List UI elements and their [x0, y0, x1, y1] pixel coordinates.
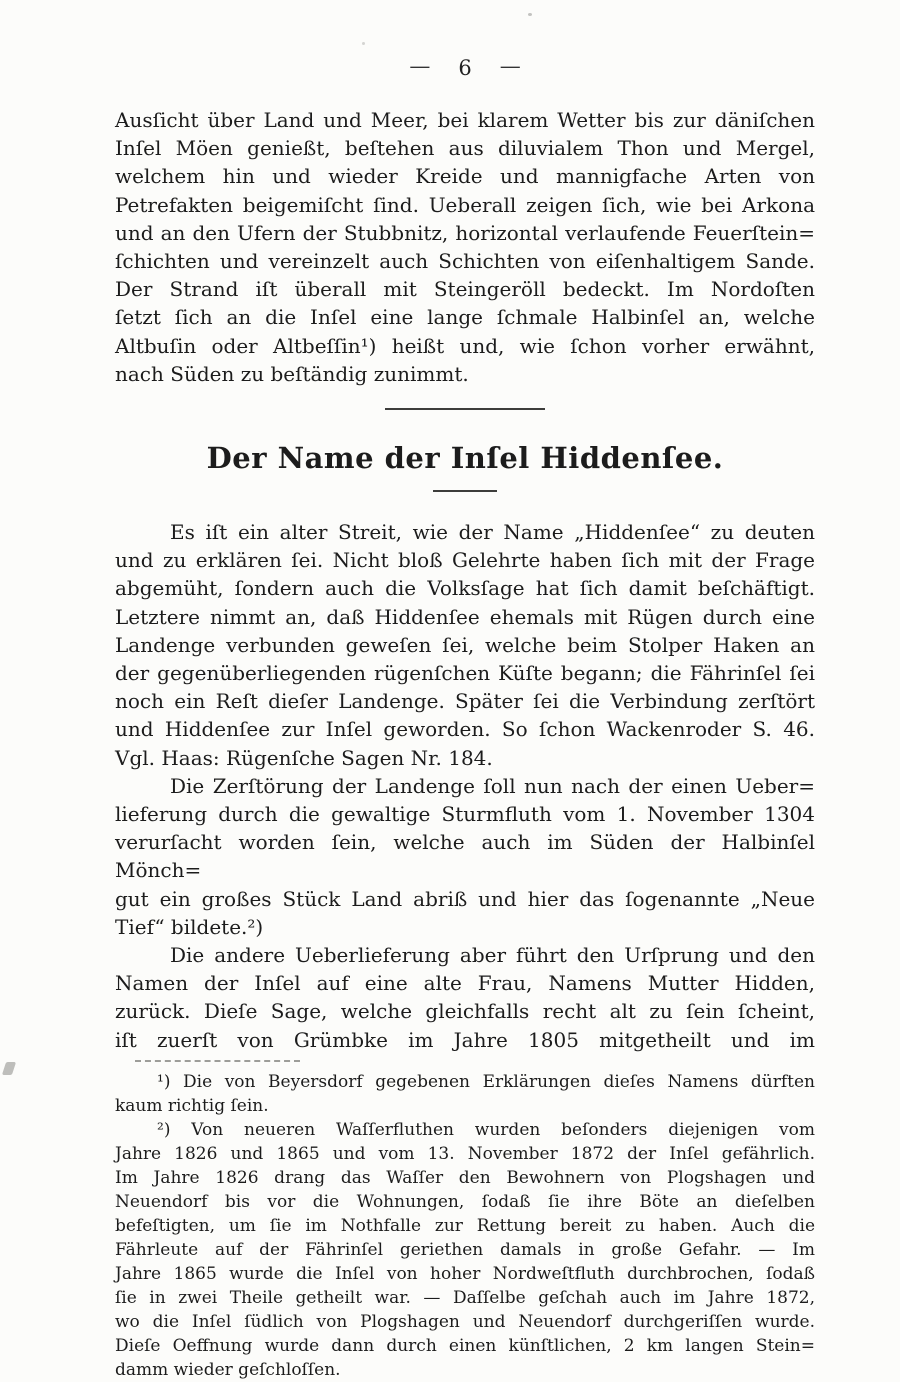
text-line: ſie in zwei Theile getheilt war. — Daſſelbe geſchah auch im Jahre 1872, [115, 1287, 815, 1308]
scan-speck [362, 42, 365, 45]
text-column [115, 54, 815, 1382]
text-line: noch ein Reſt dieſer Landenge. Später ſei die Verbindung zerſtört [115, 689, 815, 714]
footnote-separator [135, 1060, 300, 1062]
scan-speck [528, 13, 532, 16]
paragraph-continuation [115, 106, 815, 388]
text-line: verurſacht worden ſein, welche auch im Süden der Halbinſel Mönch= [115, 830, 815, 883]
text-line: Inſel Möen genießt, beſtehen aus diluvialem Thon und Mergel, [115, 136, 815, 161]
text-line: und zu erklären ſei. Nicht bloß Gelehrte haben ſich mit der Frage [115, 548, 815, 573]
text-line: zurück. Dieſe Sage, welche gleichfalls recht alt zu ſein ſcheint, [115, 999, 815, 1024]
text-line: Die Zerſtörung der Landenge ſoll nun nach der einen Ueber= [170, 773, 815, 798]
text-line: Es iſt ein alter Streit, wie der Name „Hiddenſee“ zu deuten [170, 520, 815, 545]
chapter-heading: Der Name der Inſel Hiddenſee. [206, 441, 724, 476]
text-line: Letztere nimmt an, daß Hiddenſee ehemals mit Rügen durch eine [115, 604, 815, 629]
page-number-header [115, 54, 815, 82]
text-line: ¹) Die von Beyersdorf gegebenen Erklärungen dieſes Namens dürften [157, 1071, 815, 1092]
scan-mark [2, 1062, 16, 1075]
text-line: Ausſicht über Land und Meer, bei klarem Wetter bis zur däniſchen [115, 108, 815, 132]
text-line: Altbuſin oder Altbeſſin¹) heißt und, wie ſchon vorher erwähnt, [115, 333, 815, 358]
paragraph [115, 772, 815, 941]
text-line: lieferung durch die gewaltige Sturmfluth vom 1. November 1304 [115, 802, 815, 827]
text-line: Petrefakten beigemiſcht ſind. Ueberall zeigen ſich, wie bei Arkona [115, 192, 815, 217]
text-line: welchem hin und wieder Kreide und mannigfache Arten von [115, 164, 815, 189]
text-line: wo die Inſel ſüdlich von Plogshagen und Neuendorf durchgeriſſen wurde. [115, 1311, 815, 1332]
text-line: nach Süden zu beſtändig zunimmt. [115, 361, 469, 386]
text-line: ſchichten und vereinzelt auch Schichten von eiſenhaltigem Sande. [115, 249, 815, 274]
header-dash-right: — [499, 54, 521, 78]
text-line: Tief“ bildete.²) [115, 914, 264, 939]
text-line: kaum richtig ſein. [115, 1095, 269, 1116]
section-divider [385, 408, 545, 410]
text-line: Fährleute auf der Fährinſel geriethen damals in große Gefahr. — Im [115, 1239, 815, 1260]
text-line: Dieſe Oeffnung wurde dann durch einen künſtlichen, 2 km langen Stein= [115, 1335, 815, 1356]
text-line: Die andere Ueberlieferung aber führt den Urſprung und den [170, 943, 815, 968]
text-line: Neuendorf bis vor die Wohnungen, ſodaß ſie ihre Böte an dieſelben [115, 1191, 815, 1212]
text-line: Im Jahre 1826 drang das Waſſer den Bewohnern von Plogshagen und [115, 1167, 815, 1188]
header-dash-left: — [409, 54, 431, 78]
text-line: ²) Von neueren Waſſerfluthen wurden beſonders diejenigen vom [157, 1119, 815, 1140]
text-line: und an den Ufern der Stubbnitz, horizontal verlaufende Feuerſtein= [115, 220, 815, 245]
text-line: ſetzt ſich an die Inſel eine lange ſchmale Halbinſel an, welche [115, 305, 815, 330]
text-line: abgemüht, ſondern auch die Volksſage hat ſich damit beſchäftigt. [115, 576, 815, 601]
footnote [115, 1070, 815, 1118]
text-line: damm wieder geſchloſſen. [115, 1359, 341, 1380]
text-line: Vgl. Haas: Rügenſche Sagen Nr. 184. [115, 745, 493, 770]
text-line: der gegenüberliegenden rügenſchen Küſte begann; die Fährinſel ſei [115, 661, 815, 686]
paragraph [115, 941, 815, 1054]
text-line: befeſtigten, um ſie im Nothfalle zur Rettung bereit zu haben. Auch die [115, 1215, 815, 1236]
text-line: Der Strand iſt überall mit Steingeröll bedeckt. Im Nordoſten [115, 277, 815, 302]
page-number: 6 [458, 56, 472, 80]
heading-underline [433, 490, 497, 492]
text-line: iſt zuerſt von Grümbke im Jahre 1805 mitgetheilt und im [115, 1027, 815, 1052]
footnote [115, 1118, 815, 1382]
text-line: gut ein großes Stück Land abriß und hier das ſogenannte „Neue [115, 886, 815, 911]
text-line: und Hiddenſee zur Inſel geworden. So ſchon Wackenroder S. 46. [115, 717, 815, 742]
text-line: Jahre 1865 wurde die Inſel von hoher Nordweſtfluth durchbrochen, ſodaß [115, 1263, 815, 1284]
paragraph [115, 518, 815, 772]
text-line: Landenge verbunden geweſen ſei, welche beim Stolper Haken an [115, 632, 815, 657]
text-line: Namen der Inſel auf eine alte Frau, Namens Mutter Hidden, [115, 971, 815, 996]
text-line: Jahre 1826 und 1865 und vom 13. November 1872 der Inſel gefährlich. [115, 1143, 815, 1164]
